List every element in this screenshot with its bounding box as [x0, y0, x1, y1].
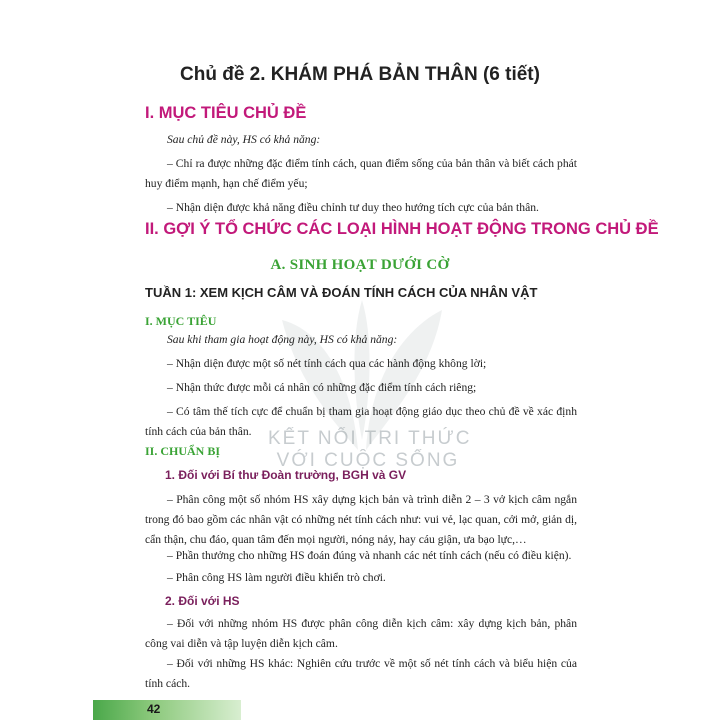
objectives-heading: I. MỤC TIÊU	[145, 314, 217, 328]
objectives-intro: Sau khi tham gia hoạt động này, HS có khả năng:	[167, 333, 398, 346]
group-1-item-1: – Phân công một số nhóm HS xây dựng kịch bản và trình diễn 2 – 3 vở kịch câm ngắn trong đó bao gồm các nhân vật có những nét tính cách như: vui vẻ, lạc quan, cởi mở, giản dị, cẩn thận, chu đáo, quan tâm đến mọi người, nóng nảy, hay cáu giận, ưa bạo lực,…	[145, 493, 577, 546]
section-1-title: I. MỤC TIÊU CHỦ ĐỀ	[145, 104, 307, 122]
preparation-heading: II. CHUẨN BỊ	[145, 444, 221, 458]
group-1-item-2: – Phần thưởng cho những HS đoán đúng và nhanh các nét tính cách (nếu có điều kiện).	[167, 549, 572, 562]
objectives-item-1: – Nhận diện được một số nét tính cách qua các hành động không lời;	[167, 357, 487, 370]
group-2-item-2: – Đối với những HS khác: Nghiên cứu trước về một số nét tính cách và biểu hiện của tính cách.	[145, 657, 577, 690]
subsection-a-title: A. SINH HOẠT DƯỚI CỜ	[270, 257, 450, 273]
page-number: 42	[147, 702, 161, 716]
section-1-item-2: – Nhận diện được khả năng điều chỉnh tư duy theo hướng tích cực của bản thân.	[167, 201, 539, 214]
section-2-title: II. GỢI Ý TỔ CHỨC CÁC LOẠI HÌNH HOẠT ĐỘNG TRONG CHỦ ĐỀ	[145, 220, 659, 238]
preparation-group-2-title: 2. Đối với HS	[165, 594, 240, 608]
watermark-line-1: KẾT NỐI TRI THỨC	[268, 428, 472, 449]
objectives-item-3: – Có tâm thế tích cực để chuẩn bị tham gia hoạt động giáo dục theo chủ đề về xác định tính cách của bản thân.	[145, 405, 577, 438]
page-number-bar	[93, 700, 241, 720]
week-1-title: TUẦN 1: XEM KỊCH CÂM VÀ ĐOÁN TÍNH CÁCH CỦA NHÂN VẬT	[145, 285, 538, 300]
preparation-group-1-title: 1. Đối với Bí thư Đoàn trường, BGH và GV	[165, 468, 407, 482]
watermark-line-2: VỚI CUỘC SỐNG	[276, 450, 460, 471]
group-1-item-3: – Phân công HS làm người điều khiển trò chơi.	[167, 571, 386, 584]
section-1-item-1: – Chỉ ra được những đặc điểm tính cách, quan điểm sống của bản thân và biết cách phát huy điểm mạnh, hạn chế điểm yếu;	[145, 157, 577, 190]
chapter-title: Chủ đề 2. KHÁM PHÁ BẢN THÂN (6 tiết)	[180, 64, 540, 85]
objectives-item-2: – Nhận thức được mỗi cá nhân có những đặc điểm tính cách riêng;	[167, 381, 477, 394]
section-1-intro: Sau chủ đề này, HS có khả năng:	[167, 133, 321, 146]
group-2-item-1: – Đối với những nhóm HS được phân công diễn kịch câm: xây dựng kịch bản, phân công vai diễn và tập luyện diễn kịch câm.	[145, 617, 577, 650]
